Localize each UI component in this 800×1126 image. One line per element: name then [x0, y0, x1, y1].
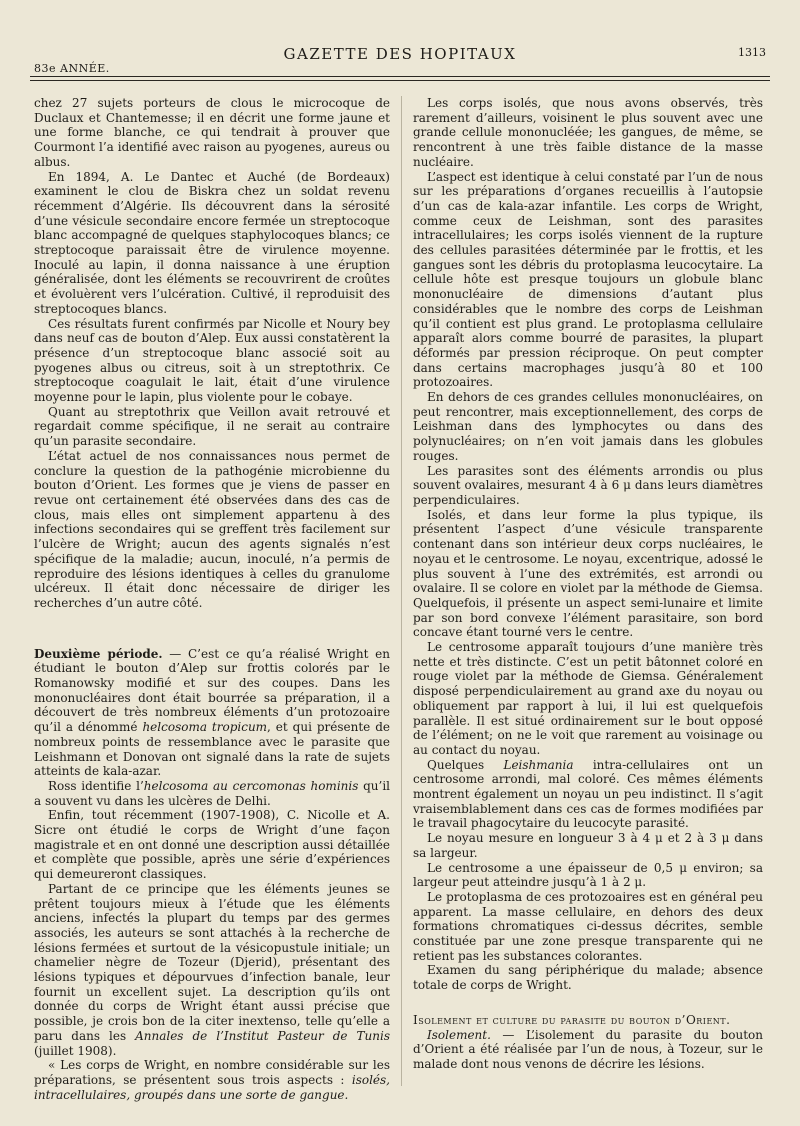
paragraph: Deuxième période. — C’est ce qu’a réalisé Wright en étudiant le bouton d’Alep sur frottis colorés par le Romanowsky modifié et sur des coupes. Dans les mononucléaires dont était bourrée sa préparation, il a découvert de très nombreux éléments d’un protozoaire qu’il a dénommé helcosoma tropicum, et qui présente de nombreux points de ressemblance avec le parasite que Leishmann et Donovan ont signalé dans la rate de sujets atteints de kala-azar.: [34, 646, 390, 779]
paragraph: Examen du sang périphérique du malade; absence totale de corps de Wright.: [413, 963, 763, 993]
paragraph: Enfin, tout récemment (1907-1908), C. Nicolle et A. Sicre ont étudié le corps de Wright d’une façon magistrale et en ont donné une description aussi détaillée et complète que possible, après une série d’expériences qui demeureront classiques.: [34, 808, 390, 882]
paragraph: En 1894, A. Le Dantec et Auché (de Bordeaux) examinent le clou de Biskra chez un soldat revenu récemment d’Algérie. Ils découvrent dans la sérosité d’une vésicule secondaire encore fermée un streptocoque blanc accompagné de quelques staphylocoques blancs; ce streptocoque paraissait être de virulence moyenne. Inoculé au lapin, il donna naissance à une éruption généralisée, dont les éléments se recouvrirent de croûtes et évoluèrent vers l’ulcération. Cultivé, il reproduisit des streptocoques blancs.: [34, 169, 390, 316]
page-number: 1313: [738, 46, 766, 59]
spacer: [34, 611, 390, 647]
paragraph: En dehors de ces grandes cellules mononucléaires, on peut rencontrer, mais exceptionnellement, des corps de Leishman dans des lymphocytes ou dans des polynucléaires; on n’en voit jamais dans les globules rouges.: [413, 390, 763, 463]
paragraph: Isolement. — L’isolement du parasite du bouton d’Orient a été réalisée par l’un de nous, à Tozeur, sur le malade dont nous venons de décrire les lésions.: [413, 1027, 763, 1071]
section-title: Isolement et culture du parasite du bouton d’Orient.: [413, 1012, 731, 1027]
paragraph: L’état actuel de nos connaissances nous permet de conclure la question de la pathogénie microbienne du bouton d’Orient. Les formes que je viens de passer en revue ont certainement été observées dans des cas de clous, mais elles ont simplement appartenu à des infections secondaires qui se greffent très facilement sur l’ulcère de Wright; aucun des agents signalés n’est spécifique de la maladie; aucun, inoculé, n’a permis de reproduire des lésions identiques à celles du granulome ulcéreux. Il était donc nécessaire de diriger les recherches d’un autre côté.: [34, 448, 390, 610]
section-heading: Deuxième période.: [34, 646, 163, 661]
paragraph: Partant de ce principe que les éléments jeunes se prêtent toujours mieux à l’étude que les éléments anciens, infectés la plupart du temps par des germes associés, les auteurs se sont attachés à la recherche de lésions fermées et surtout de la vésicopustule initiale; un chamelier nègre de Tozeur (Djerid), présentant des lésions typiques et dépourvues d’infection banale, leur fournit un excellent sujet. La description qu’ils ont donnée du corps de Wright étant aussi précise que possible, je crois bon de la citer inextenso, telle qu’elle a paru dans les Annales de l’Institut Pasteur de Tunis (juillet 1908).: [34, 881, 390, 1058]
paragraph: « Les corps de Wright, en nombre considérable sur les préparations, se présentent sous trois aspects : isolés, intracellulaires, groupés dans une sorte de gangue.: [34, 1058, 390, 1102]
left-column: [34, 96, 390, 1102]
paragraph: Quelques Leishmania intra-cellulaires ont un centrosome arrondi, mal coloré. Ces mêmes éléments montrent également un noyau un peu indistinct. Il s’agit vraisemblablement dans ces cas de formes modifiées par le travail phagocytaire du leucocyte parasité.: [413, 757, 763, 831]
paragraph: chez 27 sujets porteurs de clous le microcoque de Duclaux et Chantemesse; il en décrit une forme jaune et une forme blanche, ce qui tendrait à prouver que Courmont l’a identifié avec raison au pyogenes, aureus ou albus.: [34, 96, 390, 169]
paragraph: Isolés, et dans leur forme la plus typique, ils présentent l’aspect d’une vésicule transparente contenant dans son intérieur deux corps nucléaires, le noyau et le centrosome. Le noyau, excentrique, adossé le plus souvent à l’une des extrémités, est arrondi ou ovalaire. Il se colore en violet par la méthode de Giemsa. Quelquefois, il présente un aspect semi-lunaire et limite par son bord convexe l’élément parasitaire, son bord concave étant tourné vers le centre.: [413, 507, 763, 640]
paragraph: Quant au streptothrix que Veillon avait retrouvé et regardait comme spécifique, il ne serait au contraire qu’un parasite secondaire.: [34, 404, 390, 449]
paragraph: Le centrosome a une épaisseur de 0,5 μ environ; sa largeur peut atteindre jusqu’à 1 à 2 μ.: [413, 860, 763, 890]
right-column: [413, 96, 763, 1072]
paragraph: Le protoplasma de ces protozoaires est en général peu apparent. La masse cellulaire, en dehors des deux formations chromatiques ci-dessus décrites, semble constituée par une zone presque transparente qui ne retient pas les substances colorantes.: [413, 889, 763, 963]
paragraph: Les parasites sont des éléments arrondis ou plus souvent ovalaires, mesurant 4 à 6 μ dans leurs diamètres perpendiculaires.: [413, 463, 763, 507]
header-rule: [30, 76, 770, 77]
paragraph: Le noyau mesure en longueur 3 à 4 μ et 2 à 3 μ dans sa largeur.: [413, 831, 763, 860]
paragraph: Les corps isolés, que nous avons observés, très rarement d’ailleurs, voisinent le plus souvent avec une grande cellule mononucléée; les gangues, de même, se rencontrent à une très faible distance de la masse nucléaire.: [413, 96, 763, 169]
paragraph: Le centrosome apparaît toujours d’une manière très nette et très distincte. C’est un petit bâtonnet coloré en rouge violet par la méthode de Giemsa. Généralement disposé perpendiculairement au grand axe du noyau ou obliquement par rapport à lui, il lui est quelquefois parallèle. Il est situé ordinairement sur le bout opposé de l’élément; on ne le voit que rarement au voisinage ou au contact du noyau.: [413, 640, 763, 757]
spacer: [413, 993, 763, 1013]
column-divider: [401, 96, 402, 1086]
subsection-heading: Isolement.: [427, 1027, 491, 1042]
header-rule-thin: [30, 80, 770, 81]
paragraph: Ross identifie l’helcosoma au cercomonas hominis qu’il a souvent vu dans les ulcères de Delhi.: [34, 778, 390, 808]
volume-label: 83e ANNÉE.: [34, 62, 110, 75]
paragraph: Ces résultats furent confirmés par Nicolle et Noury bey dans neuf cas de bouton d’Alep. Eux aussi constatèrent la présence d’un streptocoque blanc associé soit au pyogenes albus ou citreus, soit à un streptothrix. Ce streptocoque coagulait le lait, était d’une virulence moyenne pour le lapin, plus violente pour le cobaye.: [34, 316, 390, 405]
paragraph: L’aspect est identique à celui constaté par l’un de nous sur les préparations d’organes recueillis à l’autopsie d’un cas de kala-azar infantile. Les corps de Wright, comme ceux de Leishman, sont des parasites intracellulaires; les corps isolés viennent de la rupture des cellules parasitées déterminée par le frottis, et les gangues sont les débris du protoplasma leucocytaire. La cellule hôte est presque toujours un globule blanc mononucléaire de dimensions d’autant plus considérables que le nombre des corps de Leishman qu’il contient est plus grand. Le protoplasma cellulaire apparaît alors comme bourré de parasites, la plupart déformés par pression réciproque. On peut compter dans certains macrophages jusqu’à 80 et 100 protozoaires.: [413, 169, 763, 390]
journal-title: GAZETTE DES HOPITAUX: [283, 45, 517, 63]
